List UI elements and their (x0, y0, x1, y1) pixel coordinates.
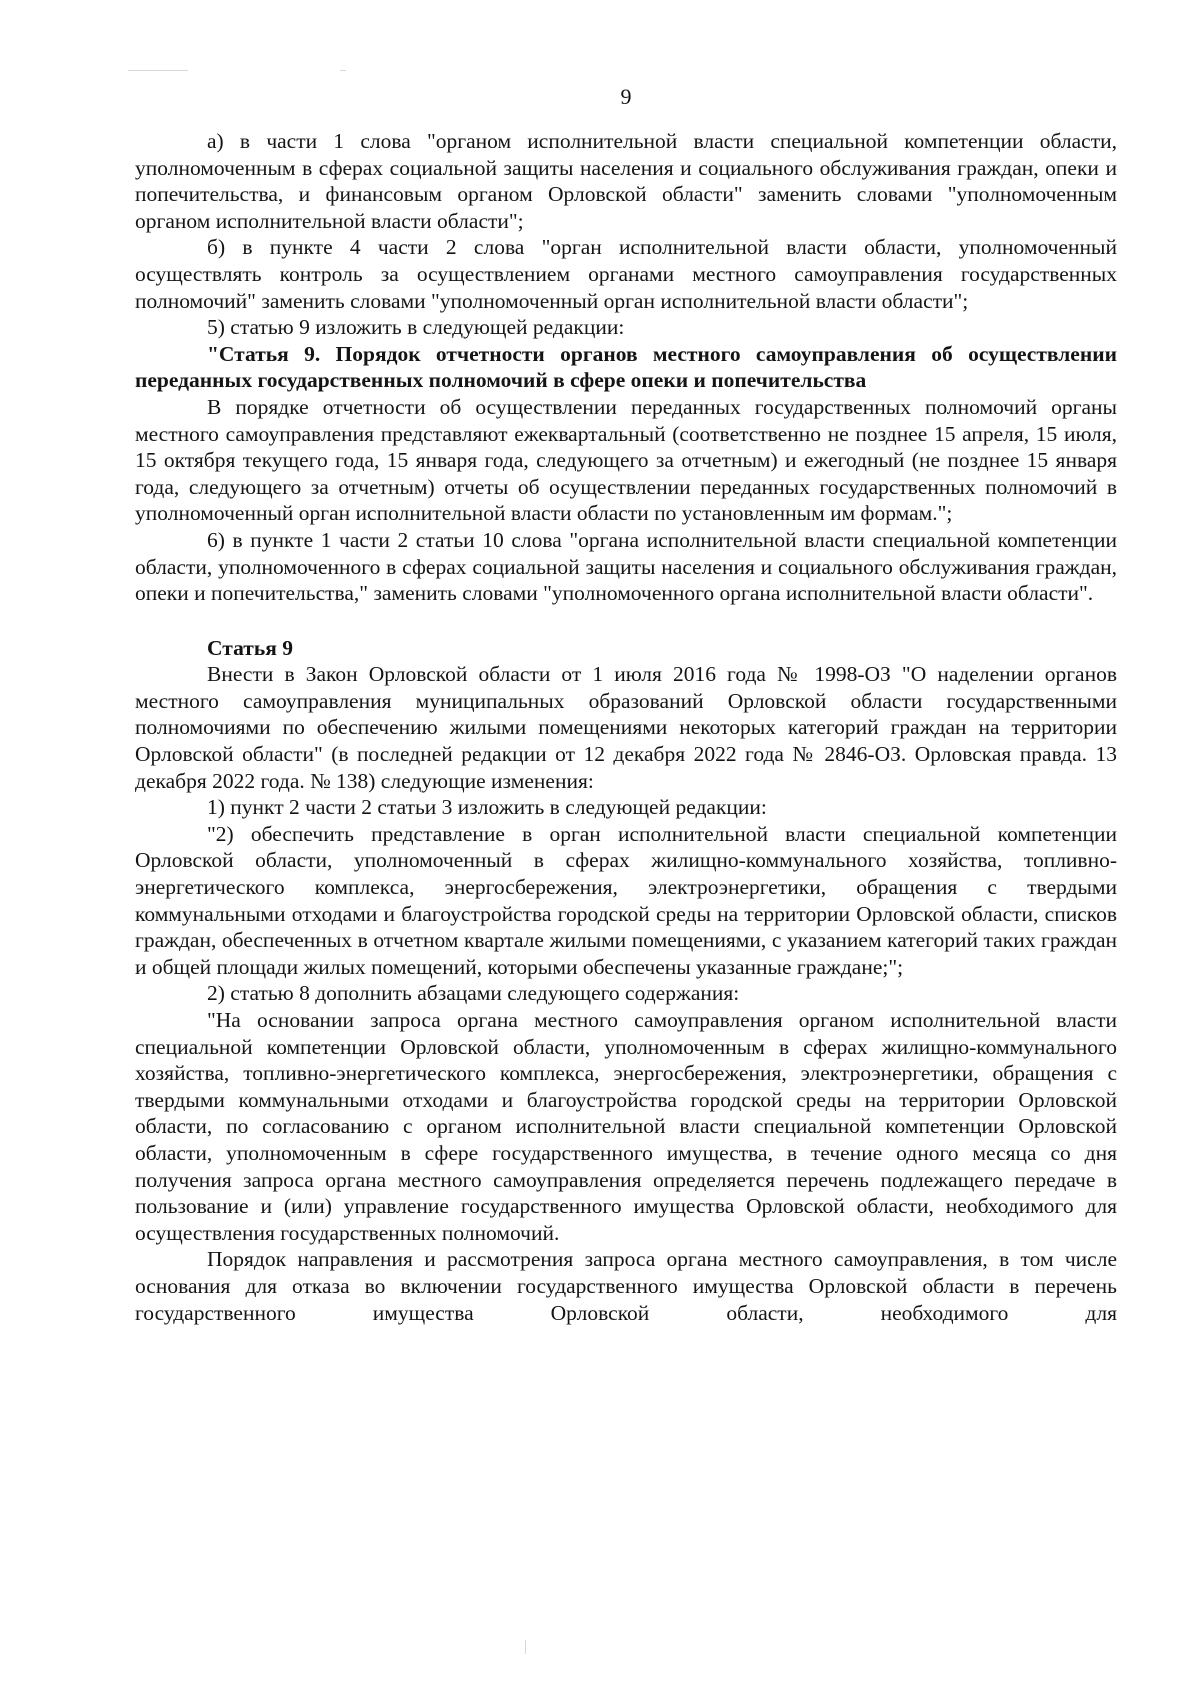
document-body (135, 128, 1117, 1326)
paragraph-amendment-a: а) в части 1 слова "органом исполнительной власти специальной компетенции области, уполномоченным в сферах социальной защиты населения и социального обслуживания граждан, опеки и попечительства, и финансовым органом Орловской области" заменить словами "уполномоченным органом исполнительной власти области"; (135, 129, 1117, 233)
paragraph-change-1-text: "2) обеспечить представление в орган исполнительной власти специальной компетенции Орловской области, уполномоченный в сферах жилищно-коммунального хозяйства, топливно-энергетического комплекса, энергосбережения, электроэнергетики, обращения с твердыми коммунальными отходами и благоустройства городской среды на территории Орловской области, списков граждан, обеспеченных в отчетном квартале жилыми помещениями, с указанием категорий таких граждан и общей площади жилых помещений, которыми обеспечены указанные граждане;"; (135, 821, 1117, 979)
paragraph-amendment-b: б) в пункте 4 части 2 слова "орган исполнительной власти области, уполномоченный осуществлять контроль за осуществлением органами местного самоуправления государственных полномочий" заменить словами "уполномоченный орган исполнительной власти области"; (135, 235, 1117, 313)
page-number: 9 (620, 84, 632, 109)
scan-mark-bottom (525, 1640, 526, 1654)
paragraph-amend-law: Внести в Закон Орловской области от 1 июля 2016 года № 1998-ОЗ "О наделении органов местного самоуправления муниципальных образований Орловской области государственными полномочиями по обеспечению жилыми помещениями некоторых категорий граждан на территории Орловской области" (в последней редакции от 12 декабря 2022 года № 2846-ОЗ. Орловская правда. 13 декабря 2022 года. № 138) следующие изменения: (135, 662, 1117, 793)
paragraph-item-5: 5) статью 9 изложить в следующей редакции: (207, 315, 625, 340)
scan-mark-top-right (340, 70, 346, 71)
paragraph-request-order: Порядок направления и рассмотрения запроса органа местного самоуправления, в том числе основания для отказа во включении государственного имущества Орловской области в перечень государственного имущества Орловской области, необходимого для (135, 1247, 1117, 1325)
article-9-heading: "Статья 9. Порядок отчетности органов местного самоуправления об осуществлении переданных государственных полномочий в сфере опеки и попечительства (135, 341, 1117, 393)
paragraph-change-2: 2) статью 8 дополнить абзацами следующего содержания: (207, 981, 740, 1006)
scan-mark-top-left (128, 70, 188, 71)
paragraph-change-1: 1) пункт 2 части 2 статьи 3 изложить в следующей редакции: (207, 795, 767, 820)
paragraph-item-6: 6) в пункте 1 части 2 статьи 10 слова "органа исполнительной власти специальной компетенции области, уполномоченного в сферах социальной защиты населения и социального обслуживания граждан, опеки и попечительства," заменить словами "уполномоченного органа исполнительной власти области". (135, 527, 1117, 606)
paragraph-reporting-order: В порядке отчетности об осуществлении переданных государственных полномочий органы местного самоуправления представляют ежеквартальный (соответственно не позднее 15 апреля, 15 июля, 15 октября текущего года, 15 января года, следующего за отчетным) и ежегодный (не позднее 15 января года, следующего за отчетным) отчеты об осуществлении переданных государственных полномочий в уполномоченный орган исполнительной власти области по установленным им формам."; (135, 394, 1117, 526)
paragraph-change-2-text: "На основании запроса органа местного самоуправления органом исполнительной власти специальной компетенции Орловской области, уполномоченным в сферах жилищно-коммунального хозяйства, топливно-энергетического комплекса, энергосбережения, электроэнергетики, обращения с твердыми коммунальными отходами и благоустройства городской среды на территории Орловской области, по согласованию с органом исполнительной власти специальной компетенции Орловской области, уполномоченным в сфере государственного имущества, в течение одного месяца со дня получения запроса органа местного самоуправления определяется перечень подлежащего передаче в пользование и (или) управление государственного имущества Орловской области, необходимого для осуществления государственных полномочий. (135, 1008, 1117, 1245)
article-title: Статья 9 (207, 635, 293, 660)
